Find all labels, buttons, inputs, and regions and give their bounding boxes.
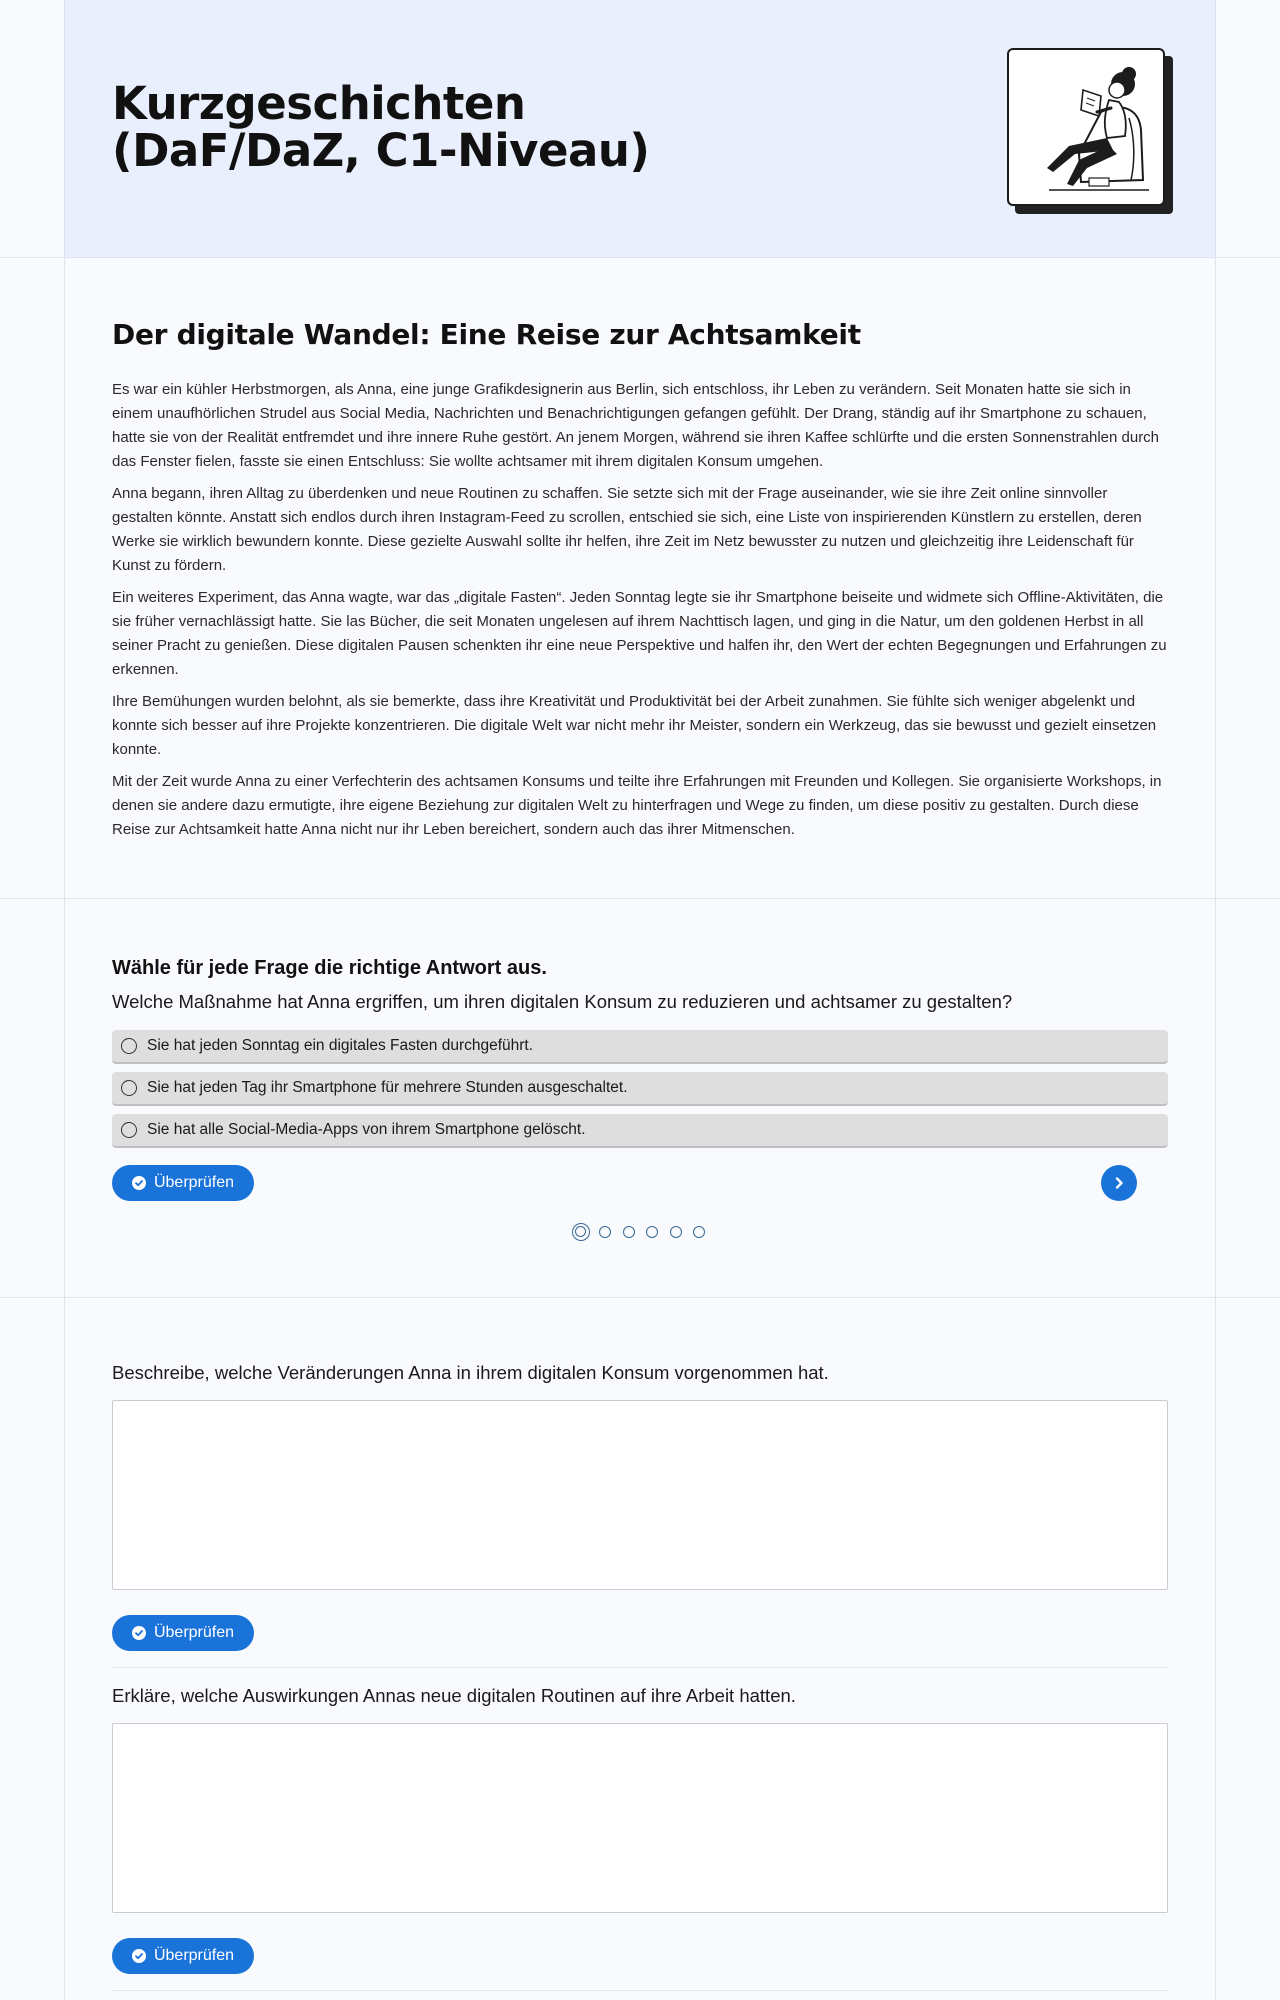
task-prompt: Erkläre, welche Auswirkungen Annas neue digitalen Routinen auf ihre Arbeit hatten. xyxy=(112,1685,796,1706)
task-prompt: Beschreibe, welche Veränderungen Anna in ihrem digitalen Konsum vorgenommen hat. xyxy=(112,1362,829,1383)
check-circle-icon xyxy=(132,1176,146,1190)
answer-textarea[interactable] xyxy=(112,1723,1168,1913)
answer-options xyxy=(112,1030,1168,1156)
check-circle-icon xyxy=(132,1949,146,1963)
story-paragraph: Es war ein kühler Herbstmorgen, als Anna, eine junge Grafikdesignerin aus Berlin, sich entschloss, ihr Leben zu verändern. Seit Monaten hatte sie sich in einem unaufhörlichen Strudel aus Social Media, Nachrichten und Benachrichtigungen gefangen gefühlt. Der Drang, ständig auf ihr Smartphone zu schauen, hatte sie von der Realität entfremdet und ihre innere Ruhe gestört. An jenem Morgen, während sie ihren Kaffee schlürfte und die ersten Sonnenstrahlen durch das Fenster fielen, fasste sie einen Entschluss: Sie wollte achtsamer mit ihrem digitalen Konsum umgehen. xyxy=(112,381,1160,470)
pagination-dot-6[interactable] xyxy=(693,1226,705,1238)
check-button[interactable] xyxy=(112,1165,254,1201)
check-button-label: Überprüfen xyxy=(153,1947,235,1964)
answer-option-label: Sie hat jeden Tag ihr Smartphone für mehrere Stunden ausgeschaltet. xyxy=(147,1079,628,1096)
story-paragraph: Anna begann, ihren Alltag zu überdenken und neue Routinen zu schaffen. Sie setzte sich mit der Frage auseinander, wie sie ihre Zeit online sinnvoller gestalten könnte. Anstatt sich endlos durch ihren Instagram-Feed zu scrollen, entschied sie sich, eine Liste von inspirierenden Künstlern zu erstellen, deren Werke sie wirklich bewundern konnte. Diese gezielte Auswahl sollte ihr helfen, ihre Zeit im Netz bewusster zu nutzen und gleichzeitig ihre Leidenschaft für Kunst zu fördern. xyxy=(112,485,1142,574)
answer-option[interactable] xyxy=(112,1114,1168,1148)
pagination-dots xyxy=(572,1222,717,1242)
story-text xyxy=(112,378,1170,850)
story-paragraph: Mit der Zeit wurde Anna zu einer Verfechterin des achtsamen Konsums und teilte ihre Erfahrungen mit Freunden und Kollegen. Sie organisierte Workshops, in denen sie andere dazu ermutigte, ihre eigene Beziehung zur digitalen Welt zu hinterfragen und Wege zu finden, um diese positiv zu gestalten. Durch diese Reise zur Achtsamkeit hatte Anna nicht nur ihr Leben bereichert, sondern auch das ihrer Mitmenschen. xyxy=(112,773,1162,838)
story-paragraph: Ihre Bemühungen wurden belohnt, als sie bemerkte, dass ihre Kreativität und Produktivität bei der Arbeit zunahmen. Sie fühlte sich weniger abgelenkt und konnte sich besser auf ihre Projekte konzentrieren. Die digitale Welt war nicht mehr ihr Meister, sondern ein Werkzeug, das sie bewusst und gezielt einsetzen konnte. xyxy=(112,693,1157,758)
answer-textarea[interactable] xyxy=(112,1400,1168,1590)
answer-option[interactable] xyxy=(112,1030,1168,1064)
check-button[interactable] xyxy=(112,1615,254,1651)
woman-reading-in-armchair-icon xyxy=(1009,50,1165,206)
pagination-dot-1[interactable] xyxy=(572,1223,590,1241)
radio-button[interactable] xyxy=(121,1122,137,1138)
page-frame-right xyxy=(1215,0,1216,2000)
divider xyxy=(0,1297,1280,1298)
radio-button[interactable] xyxy=(121,1080,137,1096)
divider xyxy=(0,898,1280,899)
page-title-line2: (DaF/DaZ, C1-Niveau) xyxy=(112,124,650,177)
page-frame-left xyxy=(64,0,65,2000)
quiz-heading: Wähle für jede Frage die richtige Antwort aus. xyxy=(112,957,547,979)
illustration xyxy=(1007,48,1173,214)
check-button-label: Überprüfen xyxy=(153,1624,235,1641)
divider xyxy=(112,1667,1168,1668)
answer-option[interactable] xyxy=(112,1072,1168,1106)
story-paragraph: Ein weiteres Experiment, das Anna wagte, war das „digitale Fasten“. Jeden Sonntag legte sie ihr Smartphone beiseite und widmete sich Offline-Aktivitäten, die sie früher vernachlässigt hatte. Sie las Bücher, die seit Monaten ungelesen auf ihrem Nachttisch lagen, und ging in die Natur, um den goldenen Herbst in all seiner Pracht zu genießen. Diese digitalen Pausen schenkten ihr eine neue Perspektive und halfen ihr, den Wert der echten Begegnungen und Erfahrungen zu erkennen. xyxy=(112,589,1167,678)
next-question-button[interactable] xyxy=(1101,1165,1137,1201)
divider xyxy=(112,1990,1168,1991)
check-button-label: Überprüfen xyxy=(153,1174,235,1191)
divider xyxy=(0,257,1280,258)
quiz-question: Welche Maßnahme hat Anna ergriffen, um ihren digitalen Konsum zu reduzieren und achtsamer zu gestalten? xyxy=(112,991,1013,1012)
pagination-dot-5[interactable] xyxy=(670,1226,682,1238)
pagination-dot-2[interactable] xyxy=(599,1226,611,1238)
chevron-right-icon xyxy=(1112,1176,1126,1190)
check-button[interactable] xyxy=(112,1938,254,1974)
radio-button[interactable] xyxy=(121,1038,137,1054)
story-title: Der digitale Wandel: Eine Reise zur Achtsamkeit xyxy=(112,318,861,351)
check-circle-icon xyxy=(132,1626,146,1640)
answer-option-label: Sie hat alle Social-Media-Apps von ihrem Smartphone gelöscht. xyxy=(147,1121,586,1138)
answer-option-label: Sie hat jeden Sonntag ein digitales Fasten durchgeführt. xyxy=(147,1037,534,1054)
page-title-line1: Kurzgeschichten xyxy=(112,77,526,130)
pagination-dot-4[interactable] xyxy=(646,1226,658,1238)
page-title xyxy=(112,77,650,177)
pagination-dot-3[interactable] xyxy=(623,1226,635,1238)
